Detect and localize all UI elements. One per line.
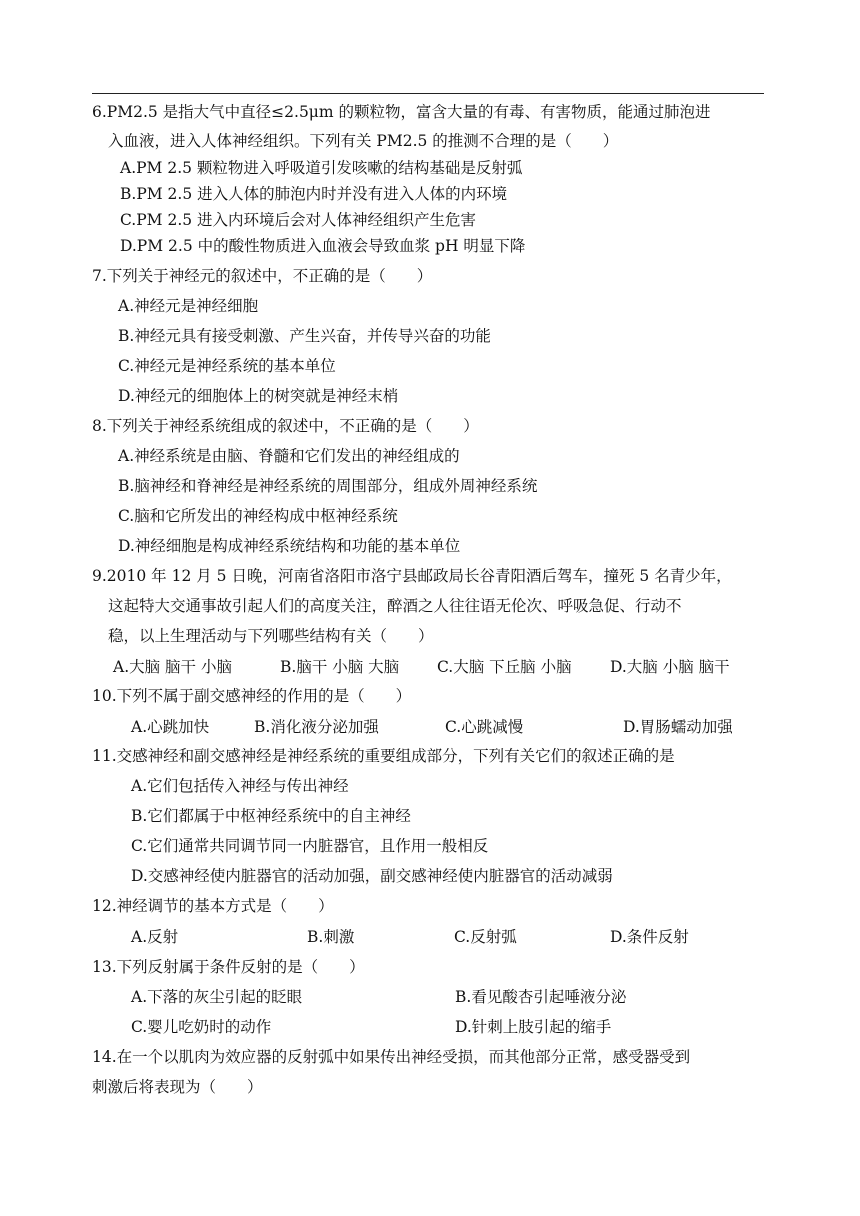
option-c: C.婴儿吃奶时的动作 (131, 1018, 272, 1036)
question-stem: 10.下列不属于副交感神经的作用的是（ ） (92, 687, 412, 705)
question-stem: 这起特大交通事故引起人们的高度关注，醉酒之人往往语无伦次、呼吸急促、行动不 (108, 597, 682, 615)
option-b: B.脑神经和脊神经是神经系统的周围部分，组成外周神经系统 (118, 477, 538, 495)
question-stem: 稳，以上生理活动与下列哪些结构有关（ ） (108, 627, 434, 645)
question-stem: 14.在一个以肌肉为效应器的反射弧中如果传出神经受损，而其他部分正常，感受器受到 (92, 1048, 691, 1066)
option-d: D.PM 2.5 中的酸性物质进入血液会导致血浆 pH 明显下降 (120, 237, 526, 255)
option-d: D.针刺上肢引起的缩手 (455, 1018, 612, 1036)
option-d: D.条件反射 (610, 928, 689, 946)
option-c: C.反射弧 (454, 928, 517, 946)
option-c: C.心跳减慢 (445, 718, 524, 736)
option-b: B.神经元具有接受刺激、产生兴奋，并传导兴奋的功能 (118, 327, 491, 345)
question-stem: 入血液，进入人体神经组织。下列有关 PM2.5 的推测不合理的是（ ） (108, 132, 619, 150)
option-d: D.胃肠蠕动加强 (623, 718, 733, 736)
header-rule (92, 93, 764, 94)
option-a: A.心跳加快 (131, 718, 210, 736)
option-a: A.大脑 脑干 小脑 (113, 658, 232, 676)
question-stem: 9.2010 年 12 月 5 日晚，河南省洛阳市洛宁县邮政局长谷青阳酒后驾车，撞死 5 名青少年， (92, 567, 732, 585)
question-stem: 7.下列关于神经元的叙述中，不正确的是（ ） (92, 267, 433, 285)
option-b: B.看见酸杏引起唾液分泌 (455, 988, 627, 1006)
option-b: B.消化液分泌加强 (254, 718, 379, 736)
question-stem: 6.PM2.5 是指大气中直径≤2.5μm 的颗粒物，富含大量的有毒、有害物质，能通过肺泡进 (92, 103, 711, 121)
option-d: D.大脑 小脑 脑干 (610, 658, 730, 676)
option-d: D.神经细胞是构成神经系统结构和功能的基本单位 (118, 537, 461, 555)
option-a: A.神经元是神经细胞 (118, 297, 259, 315)
option-b: B.它们都属于中枢神经系统中的自主神经 (131, 807, 411, 825)
question-stem: 刺激后将表现为（ ） (92, 1078, 263, 1096)
option-a: A.它们包括传入神经与传出神经 (131, 777, 349, 795)
question-stem: 8.下列关于神经系统组成的叙述中，不正确的是（ ） (92, 417, 479, 435)
option-c: C.PM 2.5 进入内环境后会对人体神经组织产生危害 (120, 211, 477, 229)
option-a: A.反射 (131, 928, 179, 946)
question-stem: 12.神经调节的基本方式是（ ） (92, 897, 334, 915)
option-a: A.PM 2.5 颗粒物进入呼吸道引发咳嗽的结构基础是反射弧 (120, 159, 523, 177)
option-c: C.它们通常共同调节同一内脏器官，且作用一般相反 (131, 837, 489, 855)
option-d: D.神经元的细胞体上的树突就是神经末梢 (118, 387, 399, 405)
option-c: C.大脑 下丘脑 小脑 (437, 658, 572, 676)
question-stem: 13.下列反射属于条件反射的是（ ） (92, 958, 365, 976)
option-b: B.脑干 小脑 大脑 (280, 658, 400, 676)
option-b: B.刺激 (307, 928, 355, 946)
question-stem: 11.交感神经和副交感神经是神经系统的重要组成部分，下列有关它们的叙述正确的是 (92, 747, 675, 765)
option-d: D.交感神经使内脏器官的活动加强，副交感神经使内脏器官的活动减弱 (131, 867, 613, 885)
option-b: B.PM 2.5 进入人体的肺泡内时并没有进入人体的内环境 (120, 185, 508, 203)
option-a: A.下落的灰尘引起的眨眼 (131, 988, 303, 1006)
option-a: A.神经系统是由脑、脊髓和它们发出的神经组成的 (118, 447, 460, 465)
option-c: C.神经元是神经系统的基本单位 (118, 357, 336, 375)
option-c: C.脑和它所发出的神经构成中枢神经系统 (118, 507, 398, 525)
